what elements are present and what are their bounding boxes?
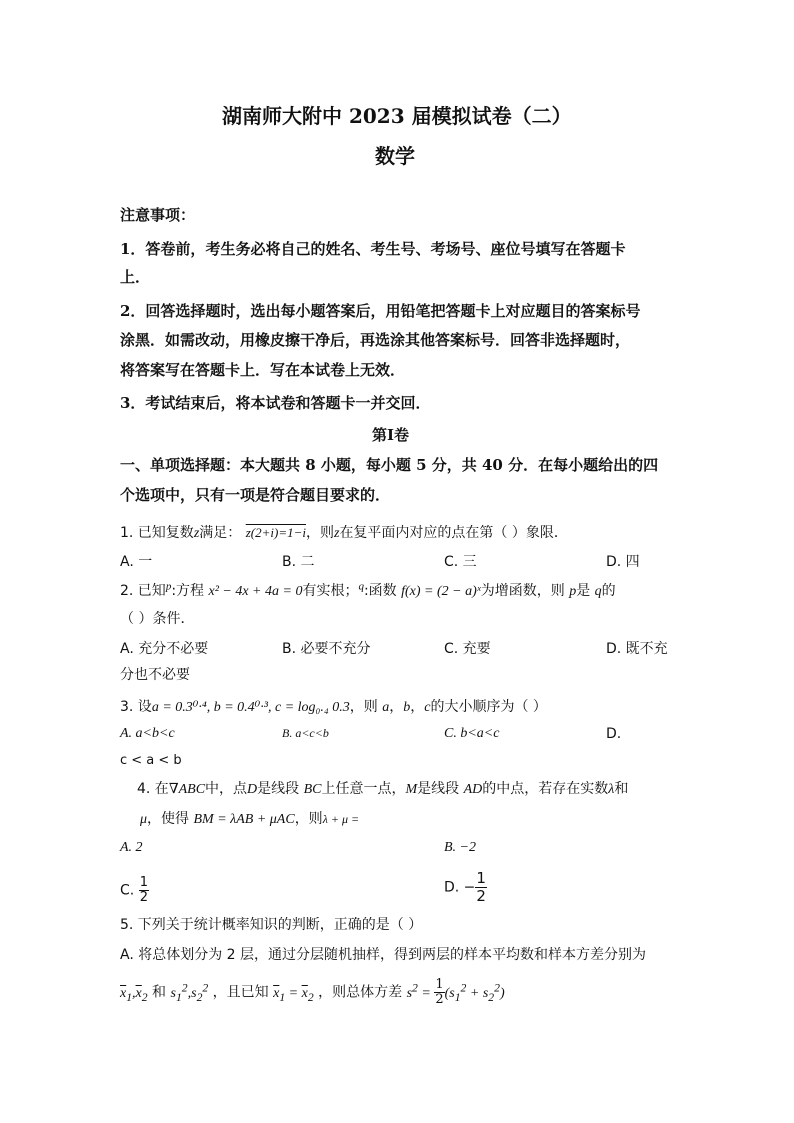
q2-p: p <box>165 580 172 593</box>
q2-f: 是 <box>576 583 591 599</box>
q3-c: 的大小顺序为（ ） <box>430 699 547 715</box>
q4-i: ，则 <box>294 811 323 827</box>
question-2-stem <box>120 580 616 600</box>
q2-line-2: （ ）条件． <box>120 611 195 627</box>
q1-option-b[interactable]: B. 二 <box>282 554 315 570</box>
q3-option-b[interactable]: B. a<c<b <box>282 726 329 740</box>
q2-equation-2: f(x) = (2 − a)ˣ <box>401 584 481 599</box>
q5-a2b: 和 <box>152 984 167 1001</box>
q5-option-a-line-2: $\overline{x}_1,\overline{x}_2$ 和 $s_1^2,s_2^2$ ，且已知 $\overline{x}_1 = \overline{x}_2$ ，则总体方差 $s^2$ = $\frac{1}{2}$ $(s_1^2 + s_2^2)$ <box>120 977 505 1007</box>
q5-option-a-line-1[interactable]: A. 将总体划分为 2 层，通过分层随机抽样，得到两层的样本平均数和样本方差分别为 <box>120 947 647 963</box>
q2-q-2: q <box>594 584 602 599</box>
q2-option-d[interactable]: D. 既不充 <box>606 641 668 657</box>
note-1-line-1: 1．答卷前，考生务必将自己的姓名、考生号、考场号、座位号填写在答题卡 <box>120 240 626 258</box>
q2-q: q <box>358 580 364 593</box>
q4-a: 4. 在 <box>137 781 169 797</box>
q1-post: ，则 <box>305 525 334 541</box>
question-3-stem: 3. 设a = 0.3⁰·⁴, b = 0.4⁰·³, c = log₀.₄ 0.3，则 a，b，c的大小顺序为（ ） <box>120 699 547 715</box>
exam-title: 湖南师大附中 2023 届模拟试卷（二） <box>222 104 572 128</box>
q3-option-d-cont: c < a < b <box>120 753 182 768</box>
subject-title: 数学 <box>375 144 415 168</box>
q2-p-2: p <box>569 584 577 599</box>
question-5-stem: 5. 下列关于统计概率知识的判断，正确的是（ ） <box>120 917 423 933</box>
notes-heading: 注意事项： <box>120 206 196 224</box>
question-4-stem: 4. 在∇ABC中，点D是线段 BC上任意一点，M是线段 AD的中点，若存在实数λ和 <box>137 781 629 797</box>
q4-e: 是线段 <box>417 781 460 797</box>
q4-option-d-fraction: $\frac{1}{2}$ <box>476 869 486 905</box>
q1-mid: 满足： <box>199 525 242 541</box>
q2-equation-1: x² − 4x + 4a = 0 <box>208 584 303 599</box>
q4-equation-2: λ + μ = <box>322 812 360 826</box>
q2-b: :方程 <box>171 583 205 599</box>
q1-pre: 1. 已知复数 <box>120 525 194 541</box>
section-line-1: 一、单项选择题：本大题共 8 小题，每小题 5 分，共 40 分．在每小题给出的四 <box>120 456 659 474</box>
question-4-line-2 <box>140 808 359 828</box>
q3-b: ，则 <box>349 699 378 715</box>
volume-label: 第Ⅰ卷 <box>372 426 410 444</box>
q3-option-d[interactable]: D. <box>606 726 622 742</box>
q4-c: 是线段 <box>257 781 300 797</box>
q2-e: 为增函数，则 <box>480 583 565 599</box>
q4-triangle: ∇ABC <box>168 782 206 797</box>
q4-d: 上任意一点， <box>321 781 406 797</box>
q4-option-d[interactable] <box>444 870 487 905</box>
q4-b: 中，点 <box>205 781 248 797</box>
q2-a: 2. 已知 <box>120 583 166 599</box>
q1-var-2: z <box>333 526 340 541</box>
note-2-line-1: 2．回答选择题时，选出每小题答案后，用铅笔把答题卡上对应题目的答案标号 <box>120 302 641 320</box>
q5-a2d: ，且已知 <box>212 984 269 1001</box>
section-line-2: 个选项中，只有一项是符合题目要求的． <box>120 486 391 504</box>
note-3: 3．考试结束后，将本试卷和答题卡一并交回． <box>120 394 431 412</box>
q3-option-c[interactable]: C. b<a<c <box>444 726 500 741</box>
q3-a: 3. 设 <box>120 699 152 715</box>
q4-mu: μ <box>140 812 148 827</box>
question-1-stem <box>120 522 568 542</box>
note-1-line-2: 上． <box>120 268 151 286</box>
q2-option-a[interactable]: A. 充分不必要 <box>120 641 209 657</box>
q1-var: z <box>193 526 200 541</box>
q3-option-a[interactable]: A. a<b<c <box>120 726 175 741</box>
q1-option-c[interactable]: C. 三 <box>444 554 477 570</box>
q1-post2: 在复平面内对应的点在第（ ）象限． <box>339 525 568 541</box>
q2-g: 的 <box>601 583 616 599</box>
q2-option-d-cont: 分也不必要 <box>120 667 190 683</box>
q4-option-a[interactable]: A. 2 <box>120 840 143 855</box>
q2-option-c[interactable]: C. 充要 <box>444 641 491 657</box>
q2-d: :函数 <box>363 583 397 599</box>
q2-option-b[interactable]: B. 必要不充分 <box>282 641 371 657</box>
q4-option-c-label: C. <box>120 882 135 899</box>
q4-option-c-fraction: $\frac{1}{2}$ <box>139 875 148 905</box>
q4-option-d-label: D. − <box>444 879 476 896</box>
q4-option-c[interactable] <box>120 876 149 905</box>
q5-a2f: ，则总体方差 <box>318 984 403 1001</box>
q4-option-b[interactable]: B. −2 <box>444 840 476 855</box>
note-2-line-2: 涂黑．如需改动，用橡皮擦干净后，再选涂其他答案标号．回答非选择题时， <box>120 331 631 349</box>
q2-c: 有实根； <box>302 583 359 599</box>
q4-h: ，使得 <box>147 811 190 827</box>
q4-f: 的中点，若存在实数 <box>482 781 609 797</box>
q4-g: 和 <box>614 781 629 797</box>
q1-option-a[interactable]: A. 一 <box>120 554 153 570</box>
q4-vector-equation: BM = λAB + μAC <box>193 812 295 827</box>
q3-equation: a = 0.3⁰·⁴, b = 0.4⁰·³, c = log₀.₄ 0.3 <box>151 700 350 715</box>
q1-option-d[interactable]: D. 四 <box>606 554 640 570</box>
q5-half-fraction: $\frac{1}{2}$ <box>435 977 444 1007</box>
note-2-line-3: 将答案写在答题卡上．写在本试卷上无效． <box>120 361 406 379</box>
q1-equation: z(2+i)=1−i <box>245 525 306 540</box>
